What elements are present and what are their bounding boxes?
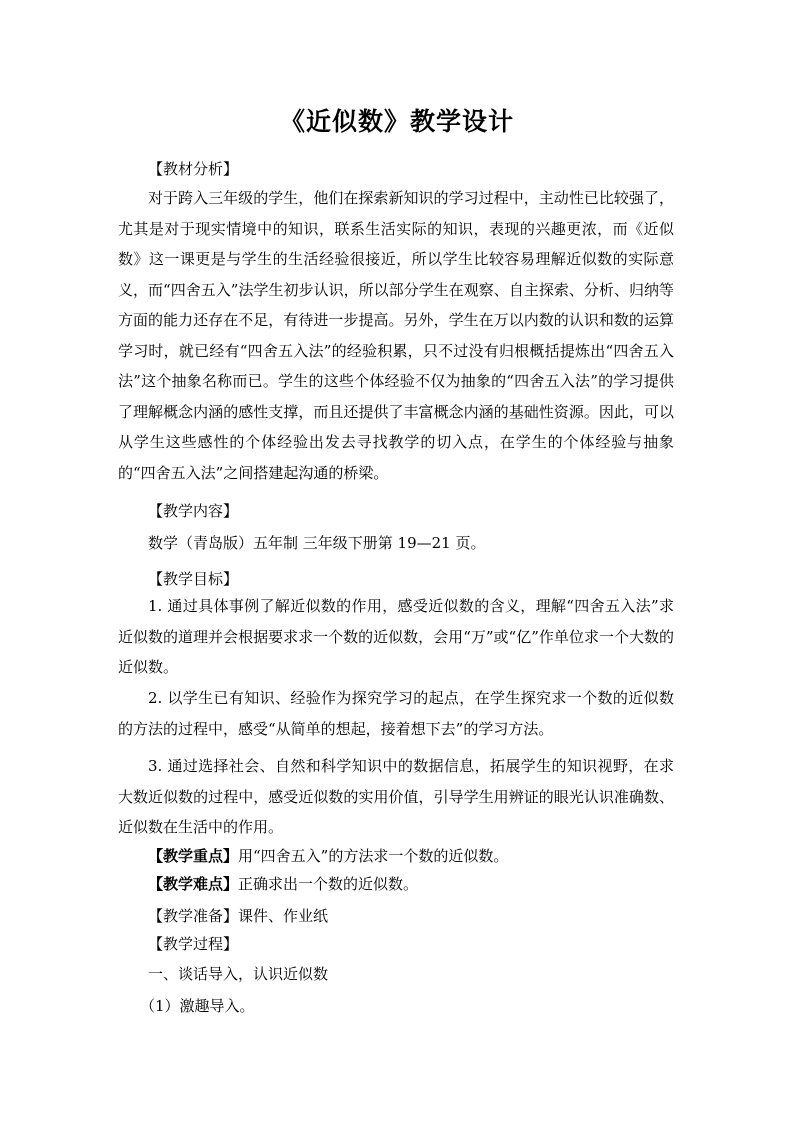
preparation-text: 课件、作业纸 <box>238 907 329 925</box>
content-text: 数学（青岛版）五年制 三年级下册第 19—21 页。 <box>148 534 486 552</box>
difficulty-line <box>118 872 704 896</box>
analysis-heading: 【教材分析】 <box>148 160 239 178</box>
key-point-text: 用“四舍五入”的方法求一个数的近似数。 <box>238 847 509 865</box>
goal-item-3: 3. 通过选择社会、自然和科学知识中的数据信息，拓展学生的知识视野，在求大数近似数的过程中，感受近似数的实用价值，引导学生用辨证的眼光认识准确数、近似数在生活中的作用。 <box>118 757 674 836</box>
process-heading: 【教学过程】 <box>148 935 239 953</box>
goal-item-1: 1. 通过具体事例了解近似数的作用，感受近似数的含义，理解“四舍五入法”求近似数的道理并会根据要求求一个数的近似数，会用“万”或“亿”作单位求一个大数的近似数。 <box>118 597 674 676</box>
goals-heading: 【教学目标】 <box>148 570 239 588</box>
process-substep-1: （1）激趣导入。 <box>140 997 255 1015</box>
difficulty-heading: 【教学难点】 <box>148 875 239 893</box>
key-point-line <box>118 844 704 868</box>
content-heading: 【教学内容】 <box>148 502 239 520</box>
document-title: 《近似数》教学设计 <box>279 107 514 136</box>
key-point-heading: 【教学重点】 <box>148 847 239 865</box>
difficulty-text: 正确求出一个数的近似数。 <box>238 875 419 893</box>
goal-item-2: 2. 以学生已有知识、经验作为探究学习的起点，在学生探究求一个数的近似数的方法的过程中，感受“从简单的想起，接着想下去”的学习方法。 <box>118 689 674 738</box>
analysis-paragraph: 对于跨入三年级的学生，他们在探索新知识的学习过程中，主动性已比较强了，尤其是对于现实情境中的知识，联系生活实际的知识，表现的兴趣更浓，而《近似数》这一课更是与学生的生活经验很接近，所以学生比较容易理解近似数的实际意义，而“四舍五入”法学生初步认识，所以部分学生在观察、自主探索、分析、归纳等方面的能力还存在不足，有待进一步提高。另外，学生在万以内数的认识和数的运算学习时，就已经有“四舍五入法”的经验积累，只不过没有归根概括提炼出“四舍五入法”这个抽象名称而已。学生的这些个体经验不仅为抽象的“四舍五入法”的学习提供了理解概念内涵的感性支撑，而且还提供了丰富概念内涵的基础性资源。因此，可以从学生这些感性的个体经验出发去寻找教学的切入点，在学生的个体经验与抽象的“四舍五入法”之间搭建起沟通的桥梁。 <box>118 189 674 482</box>
preparation-heading: 【教学准备】 <box>148 907 239 925</box>
preparation-line <box>118 904 704 928</box>
process-step-1: 一、谈话导入，认识近似数 <box>148 965 329 983</box>
